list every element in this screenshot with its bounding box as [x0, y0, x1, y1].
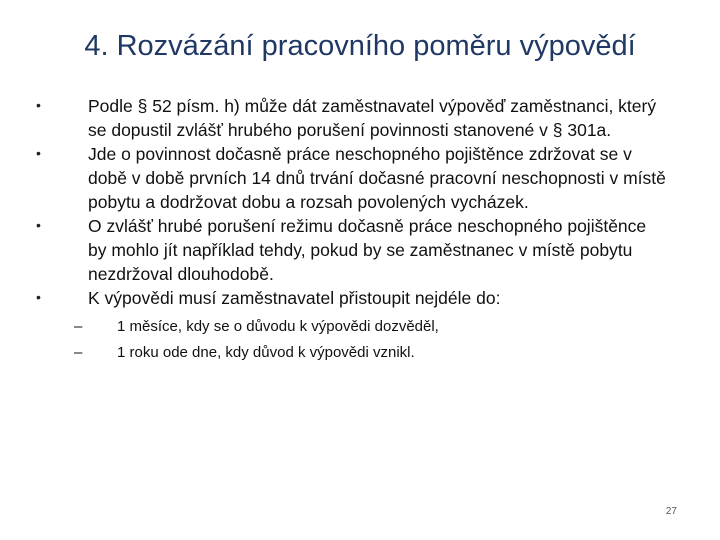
- sub-list-item: [0, 314, 720, 340]
- bullet-text: Jde o povinnost dočasně práce neschopného pojištěnce zdržovat se v době v době prvních 14 dnů trvání dočasné pracovní neschopnosti v místě pobytu a dodržovat dobu a rozsah povolených vycházek.: [88, 144, 666, 212]
- bullet-item: [0, 286, 720, 310]
- bullet-marker: •: [36, 145, 41, 161]
- sub-item-text: 1 měsíce, kdy se o důvodu k výpovědi dozvěděl,: [117, 318, 439, 335]
- bullet-item: [0, 142, 720, 214]
- bullet-item: [0, 94, 720, 142]
- sub-item-text: 1 roku ode dne, kdy důvod k výpovědi vznikl.: [117, 344, 415, 361]
- sub-list: [0, 314, 720, 366]
- dash-marker: –: [74, 344, 83, 361]
- bullet-text: O zvlášť hrubé porušení režimu dočasně práce neschopného pojištěnce by mohlo jít například tehdy, pokud by se zaměstnanec v místě pobytu nezdržoval dlouhodobě.: [88, 216, 647, 284]
- bullet-list: [0, 94, 720, 366]
- slide-title: 4. Rozvázání pracovního poměru výpovědí: [84, 30, 636, 62]
- sub-list-item: [0, 340, 720, 366]
- bullet-marker: •: [36, 97, 41, 113]
- bullet-item: [0, 214, 720, 286]
- bullet-text: Podle § 52 písm. h) může dát zaměstnavatel výpověď zaměstnanci, který se dopustil zvlášť hrubého porušení povinnosti stanovené v § 301a.: [88, 96, 657, 140]
- bullet-text: K výpovědi musí zaměstnavatel přistoupit nejdéle do:: [88, 288, 501, 308]
- dash-marker: –: [74, 318, 83, 335]
- page-number: 27: [665, 506, 677, 517]
- bullet-marker: •: [36, 289, 41, 305]
- bullet-marker: •: [36, 217, 41, 233]
